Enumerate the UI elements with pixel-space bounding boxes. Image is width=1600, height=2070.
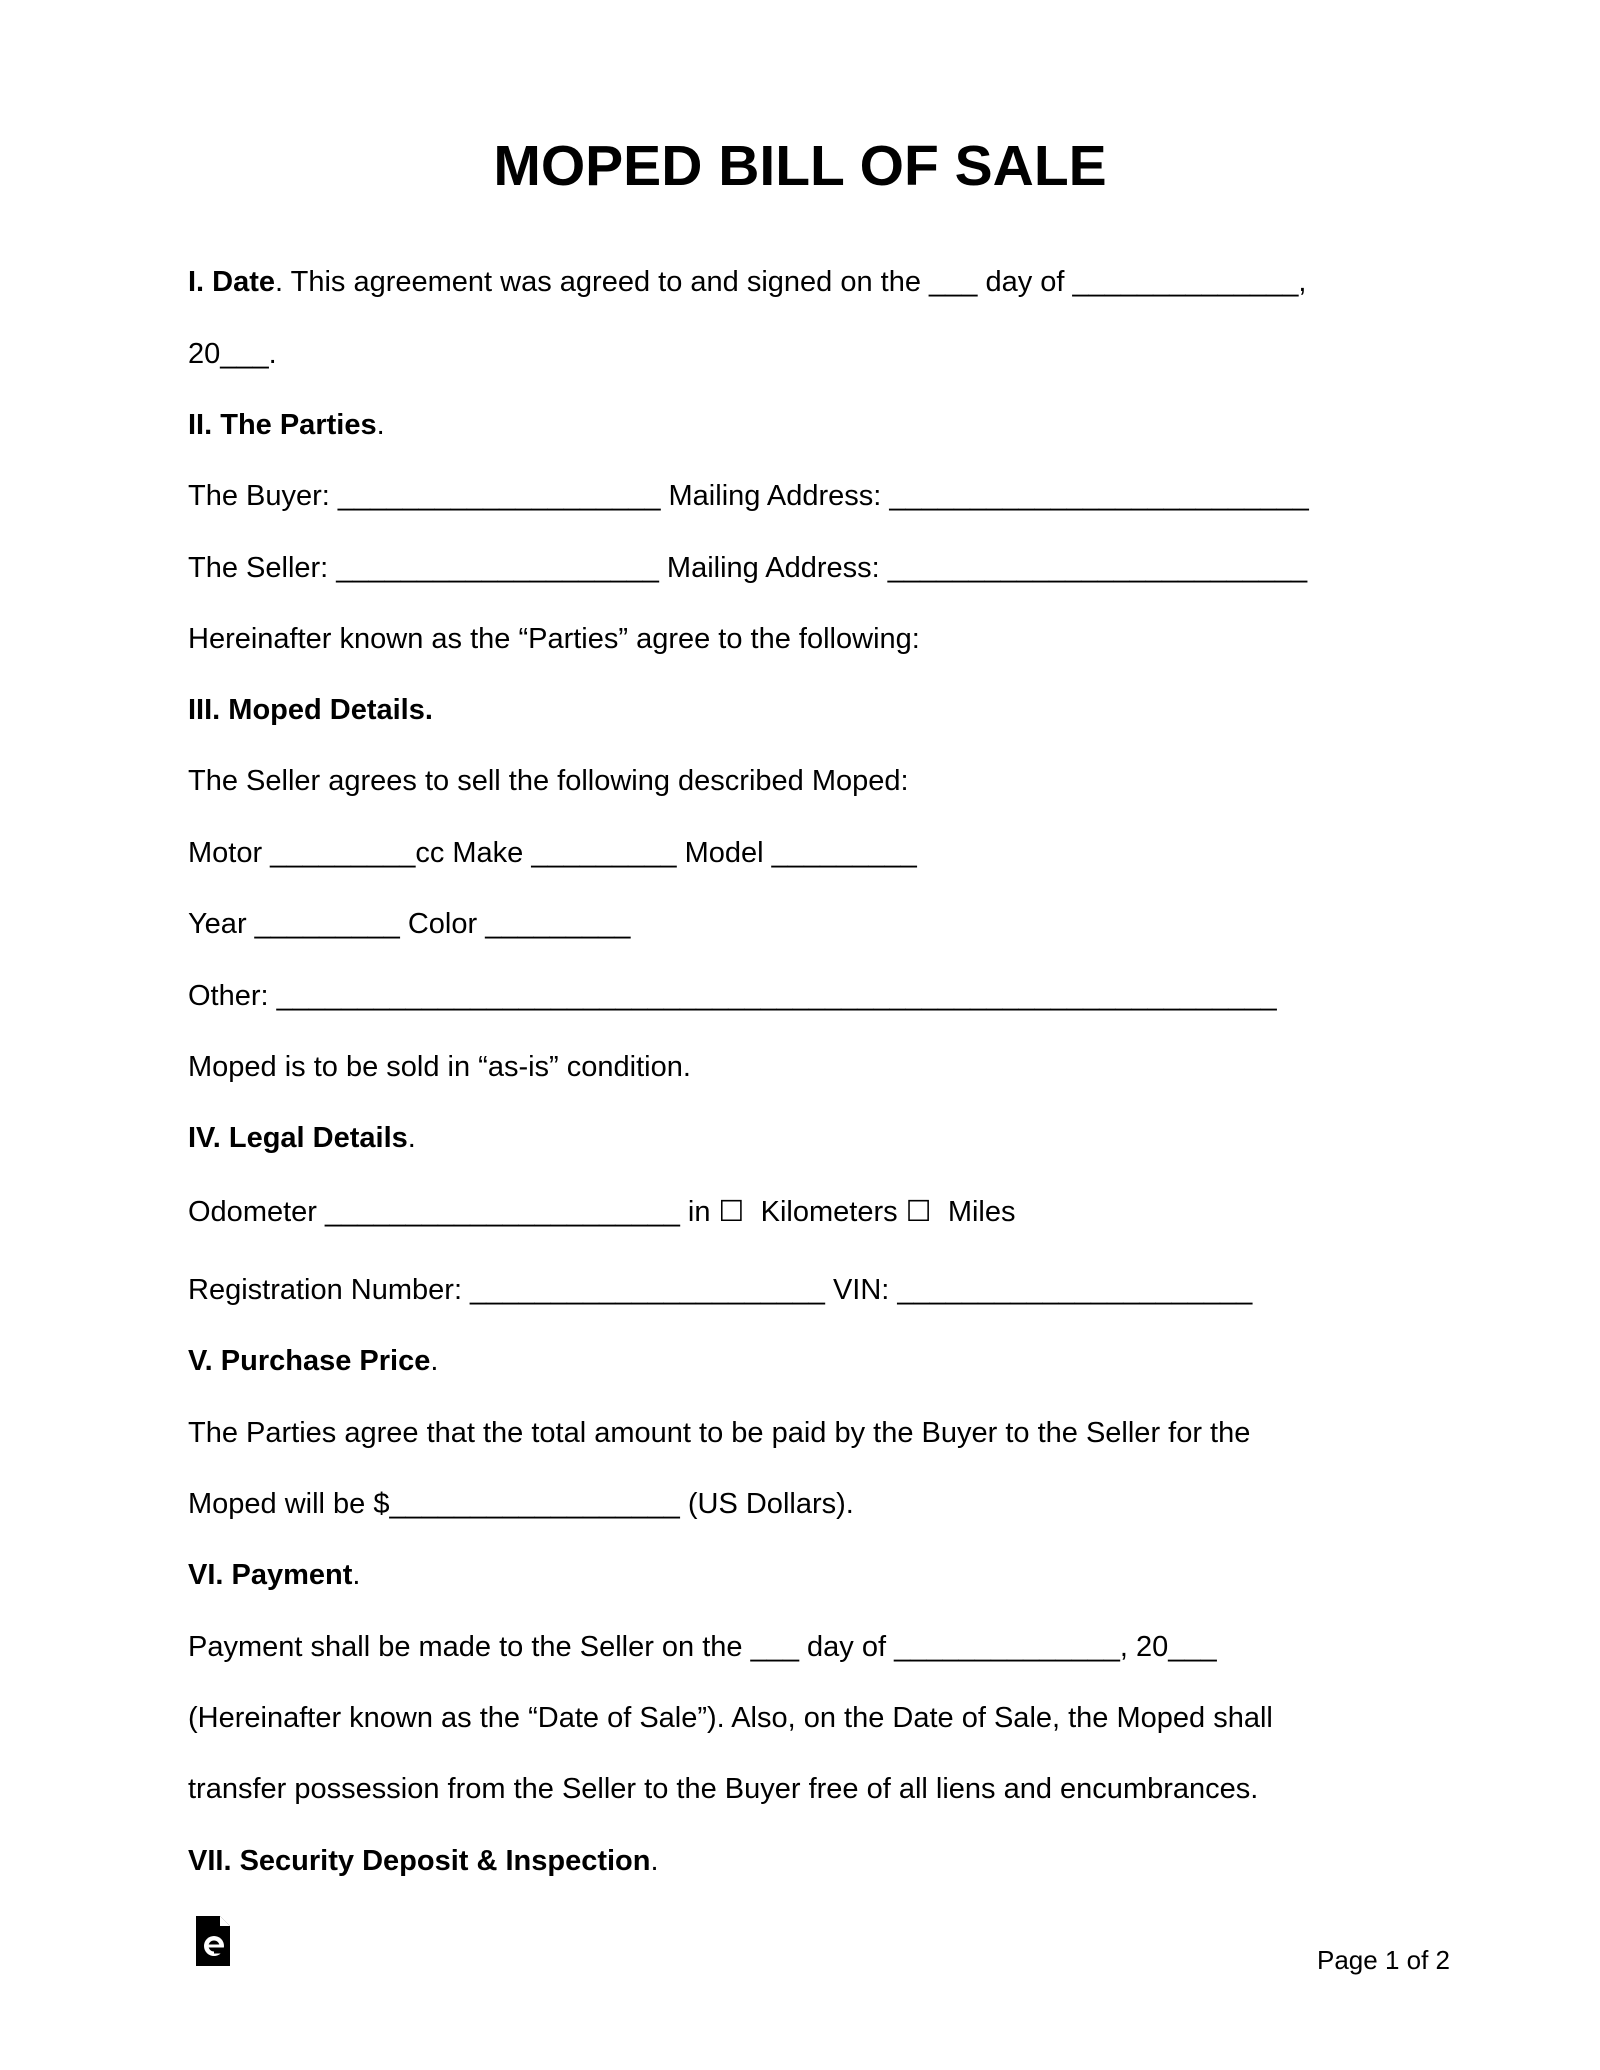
kilometers-checkbox[interactable]: ☐ xyxy=(718,1196,745,1228)
miles-checkbox[interactable]: ☐ xyxy=(905,1196,932,1228)
parties-heading-line xyxy=(188,405,385,445)
section-parties-heading: II. The Parties xyxy=(188,409,377,441)
other-line: Other: ______________________________________________________________ xyxy=(188,980,1277,1012)
heading-period: . xyxy=(430,1345,439,1377)
section-date-heading: I. Date xyxy=(188,266,276,298)
motor-make-model-line: Motor _________cc Make _________ Model _________ xyxy=(188,837,917,869)
heading-period: . xyxy=(376,409,385,441)
document-title: MOPED BILL OF SALE xyxy=(493,134,1107,198)
miles-label: Miles xyxy=(947,1196,1016,1228)
section-moped-details-heading: III. Moped Details. xyxy=(188,694,433,726)
payment-line-1: Payment shall be made to the Seller on the ___ day of ______________, 20___ xyxy=(188,1631,1217,1663)
date-line xyxy=(188,262,1306,302)
date-year-line: 20___. xyxy=(188,338,277,370)
document-e-logo-icon xyxy=(196,1916,234,1966)
purchase-heading-line xyxy=(188,1341,438,1381)
section-payment-heading: VI. Payment xyxy=(188,1559,353,1591)
heading-period: . xyxy=(352,1559,361,1591)
legal-heading-line xyxy=(188,1118,416,1158)
payment-heading-line xyxy=(188,1555,360,1595)
odometer-label: Odometer ______________________ in xyxy=(188,1196,711,1228)
payment-line-2: (Hereinafter known as the “Date of Sale”). Also, on the Date of Sale, the Moped shall xyxy=(188,1702,1273,1734)
payment-line-3: transfer possession from the Seller to the Buyer free of all liens and encumbrances. xyxy=(188,1773,1259,1805)
kilometers-label: Kilometers xyxy=(760,1196,898,1228)
registration-vin-line: Registration Number: ______________________ VIN: ______________________ xyxy=(188,1274,1253,1306)
heading-period: . xyxy=(407,1122,416,1154)
as-is-condition: Moped is to be sold in “as-is” condition. xyxy=(188,1051,691,1083)
year-color-line: Year _________ Color _________ xyxy=(188,908,631,940)
section-legal-details-heading: IV. Legal Details xyxy=(188,1122,408,1154)
odometer-line xyxy=(188,1192,1016,1232)
purchase-price-line-2: Moped will be $__________________ (US Dollars). xyxy=(188,1488,854,1520)
heading-period: . xyxy=(650,1845,659,1877)
seller-line: The Seller: ____________________ Mailing Address: __________________________ xyxy=(188,552,1308,584)
section-security-deposit-heading: VII. Security Deposit & Inspection xyxy=(188,1845,651,1877)
page-number: Page 1 of 2 xyxy=(1317,1945,1450,1975)
section-purchase-price-heading: V. Purchase Price xyxy=(188,1345,431,1377)
date-text: . This agreement was agreed to and signed on the ___ day of ______________, xyxy=(275,266,1307,298)
buyer-line: The Buyer: ____________________ Mailing Address: __________________________ xyxy=(188,480,1309,512)
purchase-price-line-1: The Parties agree that the total amount to be paid by the Buyer to the Seller for the xyxy=(188,1417,1251,1449)
moped-intro: The Seller agrees to sell the following described Moped: xyxy=(188,765,909,797)
security-heading-line xyxy=(188,1841,659,1881)
parties-statement: Hereinafter known as the “Parties” agree to the following: xyxy=(188,623,920,655)
